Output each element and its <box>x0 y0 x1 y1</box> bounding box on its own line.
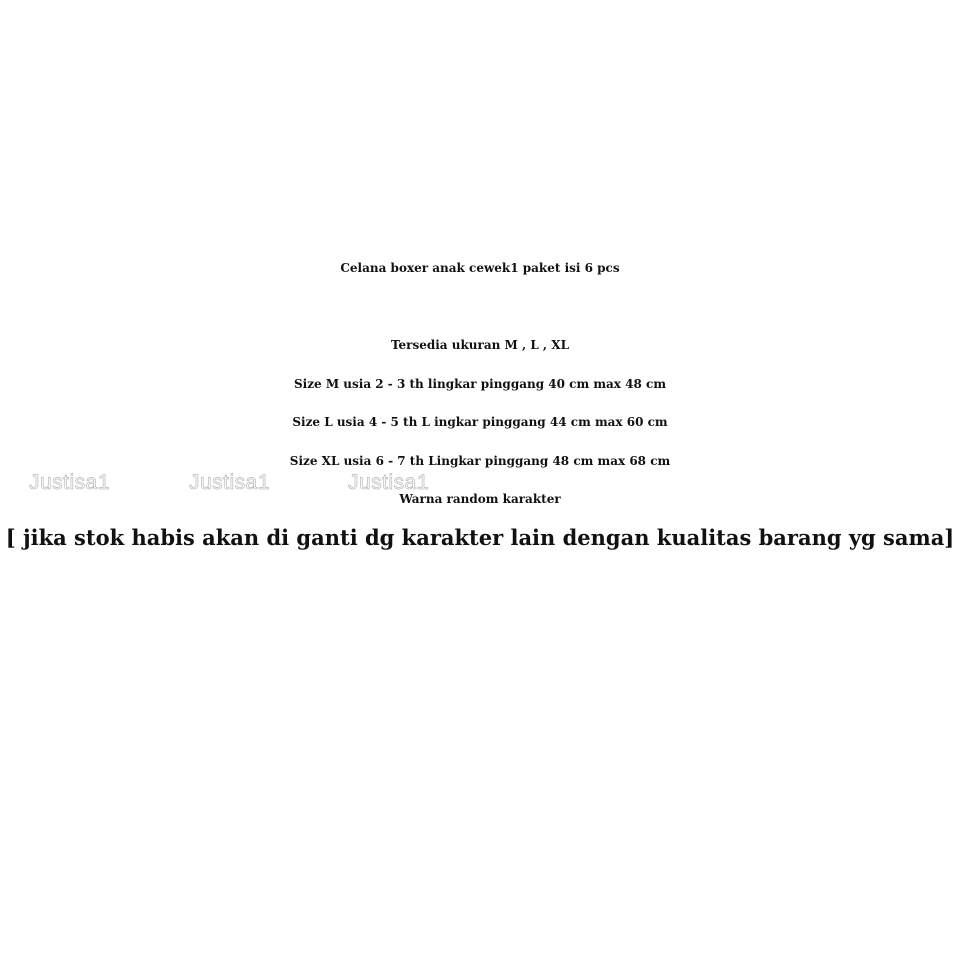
color-note-line: Warna random karakter <box>399 492 561 506</box>
size-l-line: Size L usia 4 - 5 th L ingkar pinggang 44 cm max 60 cm <box>292 415 668 429</box>
blank-line <box>0 288 960 327</box>
stock-note-line: [ jika stok habis akan di ganti dg karakter lain dengan kualitas barang yg sama] <box>5 524 955 550</box>
size-m-line: Size M usia 2 - 3 th lingkar pinggang 40 cm max 48 cm <box>293 376 667 391</box>
product-title: Celana boxer anak cewek1 paket isi 6 pcs <box>340 261 620 275</box>
watermark-text: Justisa1 <box>29 471 111 494</box>
watermark-text: Justisa1 <box>348 471 430 494</box>
size-xl-line: Size XL usia 6 - 7 th Lingkar pinggang 48 cm max 68 cm <box>289 453 671 468</box>
description-text-block <box>0 249 960 557</box>
sizes-available-line: Tersedia ukuran M , L , XL <box>390 338 570 352</box>
watermark-text: Justisa1 <box>189 471 271 494</box>
